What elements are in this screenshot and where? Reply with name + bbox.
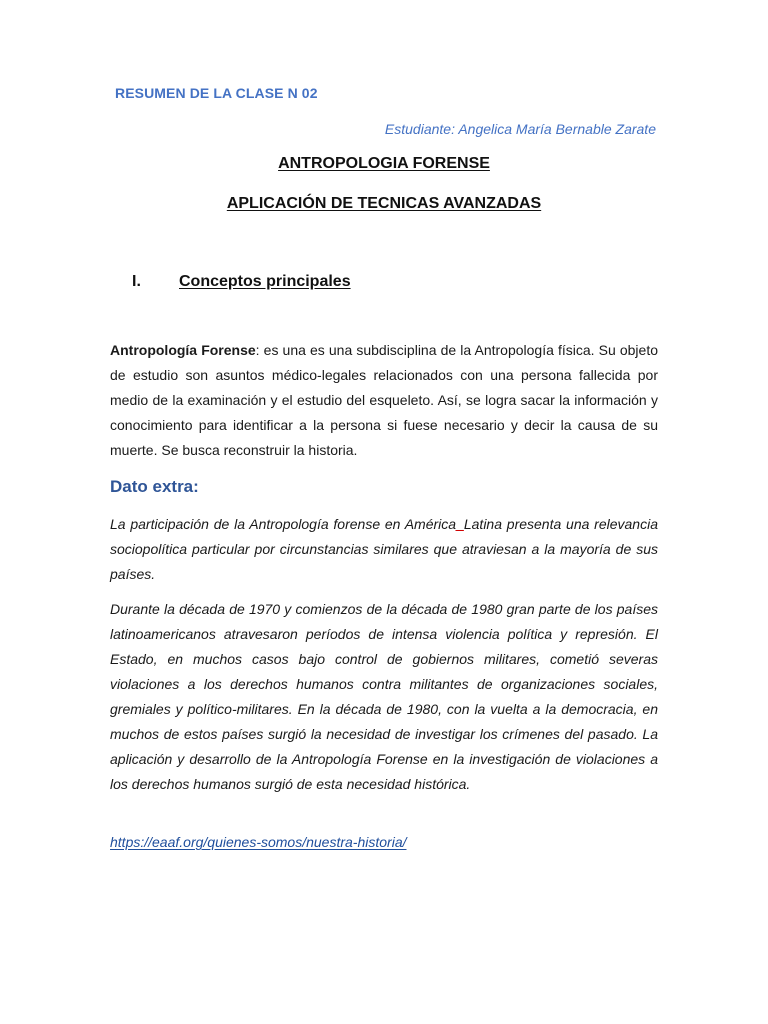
extra-heading: Dato extra: [110,477,199,496]
main-title: ANTROPOLOGIA FORENSE [278,155,490,172]
student-name: Estudiante: Angelica María Bernable Zarate [384,121,656,137]
section-label: Conceptos principales [179,273,351,290]
extra-paragraph-2: Durante la década de 1970 y comienzos de la década de 1980 gran parte de los países latinoamericanos atravesaron períodos de intensa violencia política y represión. El Estado, en muchos casos bajo control de gobiernos militares, cometió severas violaciones a los derechos humanos contra militantes de organizaciones sociales, gremiales y político-militares. En la década de 1980, con la vuelta a la democracia, en muchos de estos países surgió la necesidad de investigar los crímenes del pasado. La aplicación y desarrollo de la Antropología Forense en la investigación de violaciones a los derechos humanos surgió de esta necesidad histórica. [110,601,658,792]
extra-paragraph-1-start: La participación de la Antropología forense en América [110,516,457,532]
definition-text: : es una es una subdisciplina de la Antropología física. Su objeto de estudio son asuntos médico-legales relacionados con una persona fallecida por medio de la examinación y el estudio del esqueleto. Así, se logra sacar la información y conocimiento para identificar a la persona si fuese necesario y decir la causa de su muerte. Se busca reconstruir la historia. [110,342,659,458]
section-heading [132,273,351,291]
extra-paragraph-1 [110,512,658,587]
reference-link[interactable]: https://eaaf.org/quienes-somos/nuestra-historia/ [110,834,407,850]
subtitle: APLICACIÓN DE TECNICAS AVANZADAS [226,195,542,212]
definition-term: Antropología Forense [110,342,256,358]
extra-paragraph-1-end: Latina presenta una relevancia sociopolítica particular por circunstancias similares que atraviesan a la mayoría de sus países. [110,516,658,582]
class-summary-title: RESUMEN DE LA CLASE N 02 [115,85,318,101]
section-number: I. [132,273,141,290]
definition-paragraph [110,338,658,463]
spellcheck-mark: _ [456,516,464,532]
